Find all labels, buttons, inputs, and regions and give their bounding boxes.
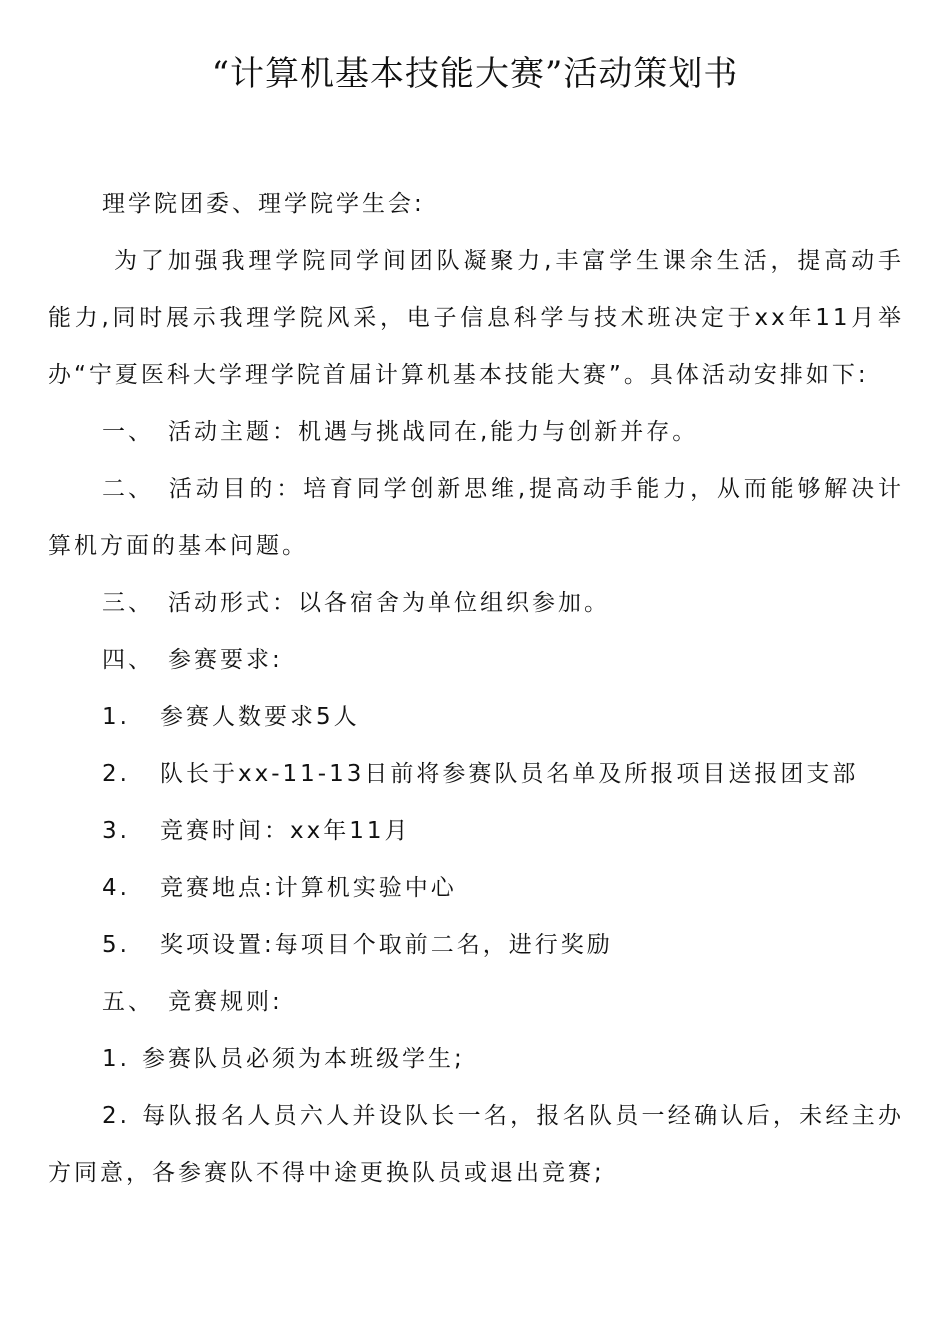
section-number: 五、 — [102, 989, 154, 1015]
section-number: 一、 — [102, 419, 154, 445]
requirement-item — [48, 917, 904, 974]
section-item — [48, 575, 904, 632]
requirement-item — [48, 689, 904, 746]
section-number: 三、 — [102, 590, 154, 616]
section-number: 四、 — [102, 647, 154, 673]
rule-item — [48, 1088, 904, 1202]
requirement-number: 2. — [102, 761, 130, 787]
requirement-number: 1. — [102, 704, 130, 730]
section-number: 二、 — [102, 476, 154, 502]
section-text: 竞赛规则: — [168, 989, 283, 1015]
requirement-item — [48, 860, 904, 917]
section-item — [48, 404, 904, 461]
section-text: 活动主题：机遇与挑战同在,能力与创新并存。 — [168, 419, 699, 445]
section-text: 活动目的：培育同学创新思维,提高动手能力，从而能够解决计算机方面的基本问题。 — [48, 476, 904, 559]
rule-number: 2. — [102, 1103, 130, 1129]
requirement-item — [48, 746, 904, 803]
rule-number: 1. — [102, 1046, 130, 1072]
section-text: 活动形式：以各宿舍为单位组织参加。 — [168, 590, 610, 616]
document-title: “计算机基本技能大赛”活动策划书 — [211, 54, 739, 94]
requirement-number: 3. — [102, 818, 130, 844]
salutation: 理学院团委、理学院学生会: — [102, 191, 425, 217]
requirement-text: 竞赛地点:计算机实验中心 — [160, 875, 457, 901]
requirement-text: 竞赛时间：xx年11月 — [160, 818, 411, 844]
requirement-text: 参赛人数要求5人 — [160, 704, 360, 730]
requirement-item — [48, 803, 904, 860]
requirement-number: 5. — [102, 932, 130, 958]
intro-paragraph: 为了加强我理学院同学间团队凝聚力,丰富学生课余生活，提高动手能力,同时展示我理学院风采，电子信息科学与技术班决定于xx年11月举办“宁夏医科大学理学院首届计算机基本技能大赛”。具体活动安排如下: — [48, 248, 904, 388]
section-item — [48, 974, 904, 1031]
requirement-number: 4. — [102, 875, 130, 901]
rule-text: 参赛队员必须为本班级学生; — [142, 1046, 465, 1072]
section-text: 参赛要求: — [168, 647, 283, 673]
section-item — [48, 461, 904, 575]
rule-text: 每队报名人员六人并设队长一名，报名队员一经确认后，未经主办方同意，各参赛队不得中途更换队员或退出竞赛; — [48, 1103, 904, 1186]
document-body — [48, 176, 904, 1202]
section-item — [48, 632, 904, 689]
requirement-text: 奖项设置:每项目个取前二名，进行奖励 — [160, 932, 613, 958]
rule-item — [48, 1031, 904, 1088]
requirement-text: 队长于xx-11-13日前将参赛队员名单及所报项目送报团支部 — [160, 761, 859, 787]
